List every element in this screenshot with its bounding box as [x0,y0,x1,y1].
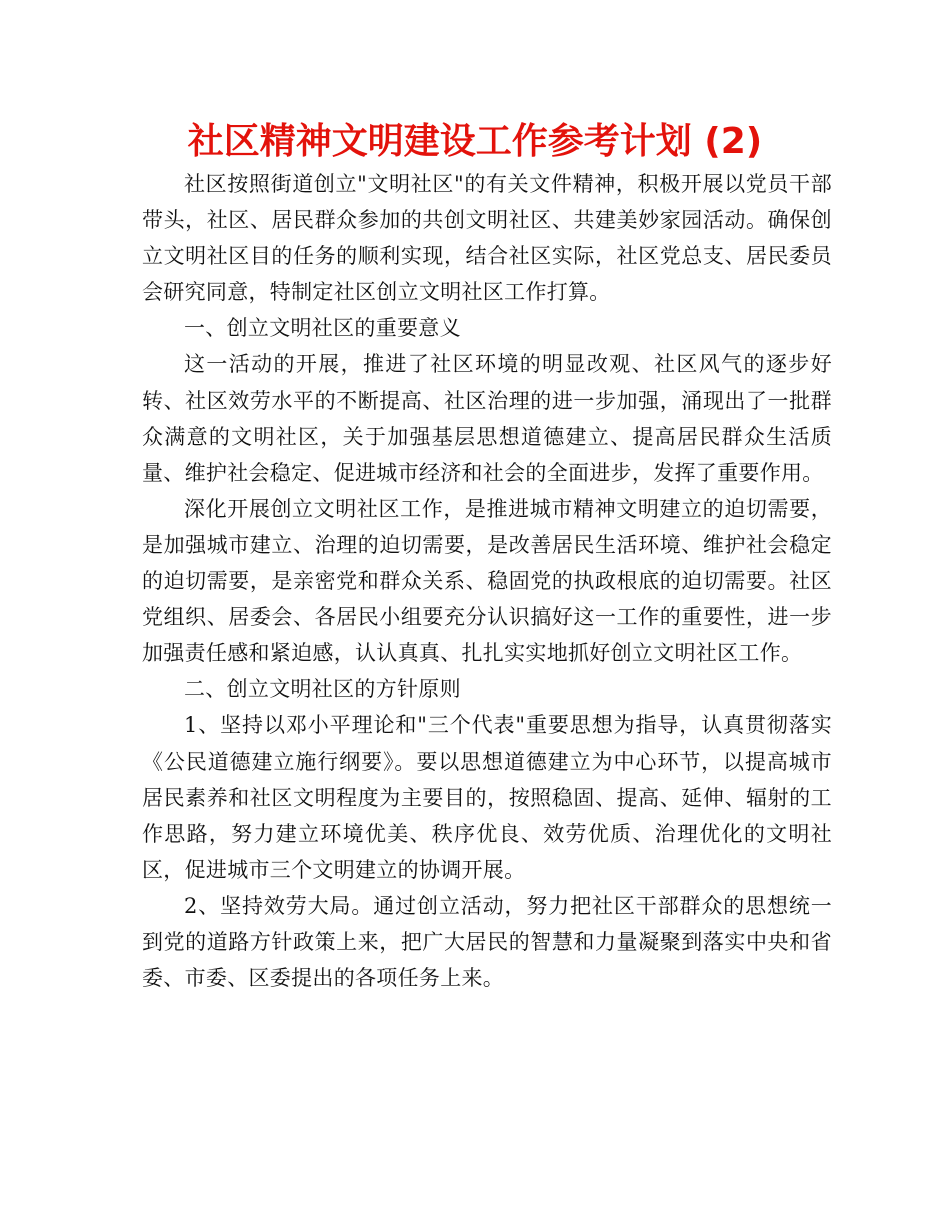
paragraph-principle-1: 1、坚持以邓小平理论和"三个代表"重要思想为指导，认真贯彻落实《公民道德建立施行纲要》。要以思想道德建立为中心环节，以提高城市居民素养和社区文明程度为主要目的，按照稳固、提高、延伸、辐射的工作思路，努力建立环境优美、秩序优良、效劳优质、治理优化的文明社区，促进城市三个文明建立的协调开展。 [142,713,832,882]
document-title: 社区精神文明建设工作参考计划 (2) [187,121,763,162]
paragraph-significance: 这一活动的开展，推进了社区环境的明显改观、社区风气的逐步好转、社区效劳水平的不断提高、社区治理的进一步加强，涌现出了一批群众满意的文明社区，关于加强基层思想道德建立、提高居民群众生活质量、维护社会稳定、促进城市经济和社会的全面进步，发挥了重要作用。 [142,352,832,485]
section-heading-2: 二、创立文明社区的方针原则 [184,677,461,702]
paragraph-principle-2: 2、坚持效劳大局。通过创立活动，努力把社区干部群众的思想统一到党的道路方针政策上来，把广大居民的智慧和力量凝聚到落实中央和省委、市委、区委提出的各项任务上来。 [142,893,832,991]
paragraph-intro: 社区按照街道创立"文明社区"的有关文件精神，积极开展以党员干部带头，社区、居民群众参加的共创文明社区、共建美妙家园活动。确保创立文明社区目的任务的顺利实现，结合社区实际，社区党总支、居民委员会研究同意，特制定社区创立文明社区工作打算。 [142,172,832,305]
document-body [142,166,832,996]
paragraph-deepen: 深化开展创立文明社区工作，是推进城市精神文明建立的迫切需要，是加强城市建立、治理的迫切需要，是改善居民生活环境、维护社会稳定的迫切需要，是亲密党和群众关系、稳固党的执政根底的迫切需要。社区党组织、居委会、各居民小组要充分认识搞好这一工作的重要性，进一步加强责任感和紧迫感，认认真真、扎扎实实地抓好创立文明社区工作。 [142,496,832,666]
section-heading-1: 一、创立文明社区的重要意义 [184,316,461,341]
